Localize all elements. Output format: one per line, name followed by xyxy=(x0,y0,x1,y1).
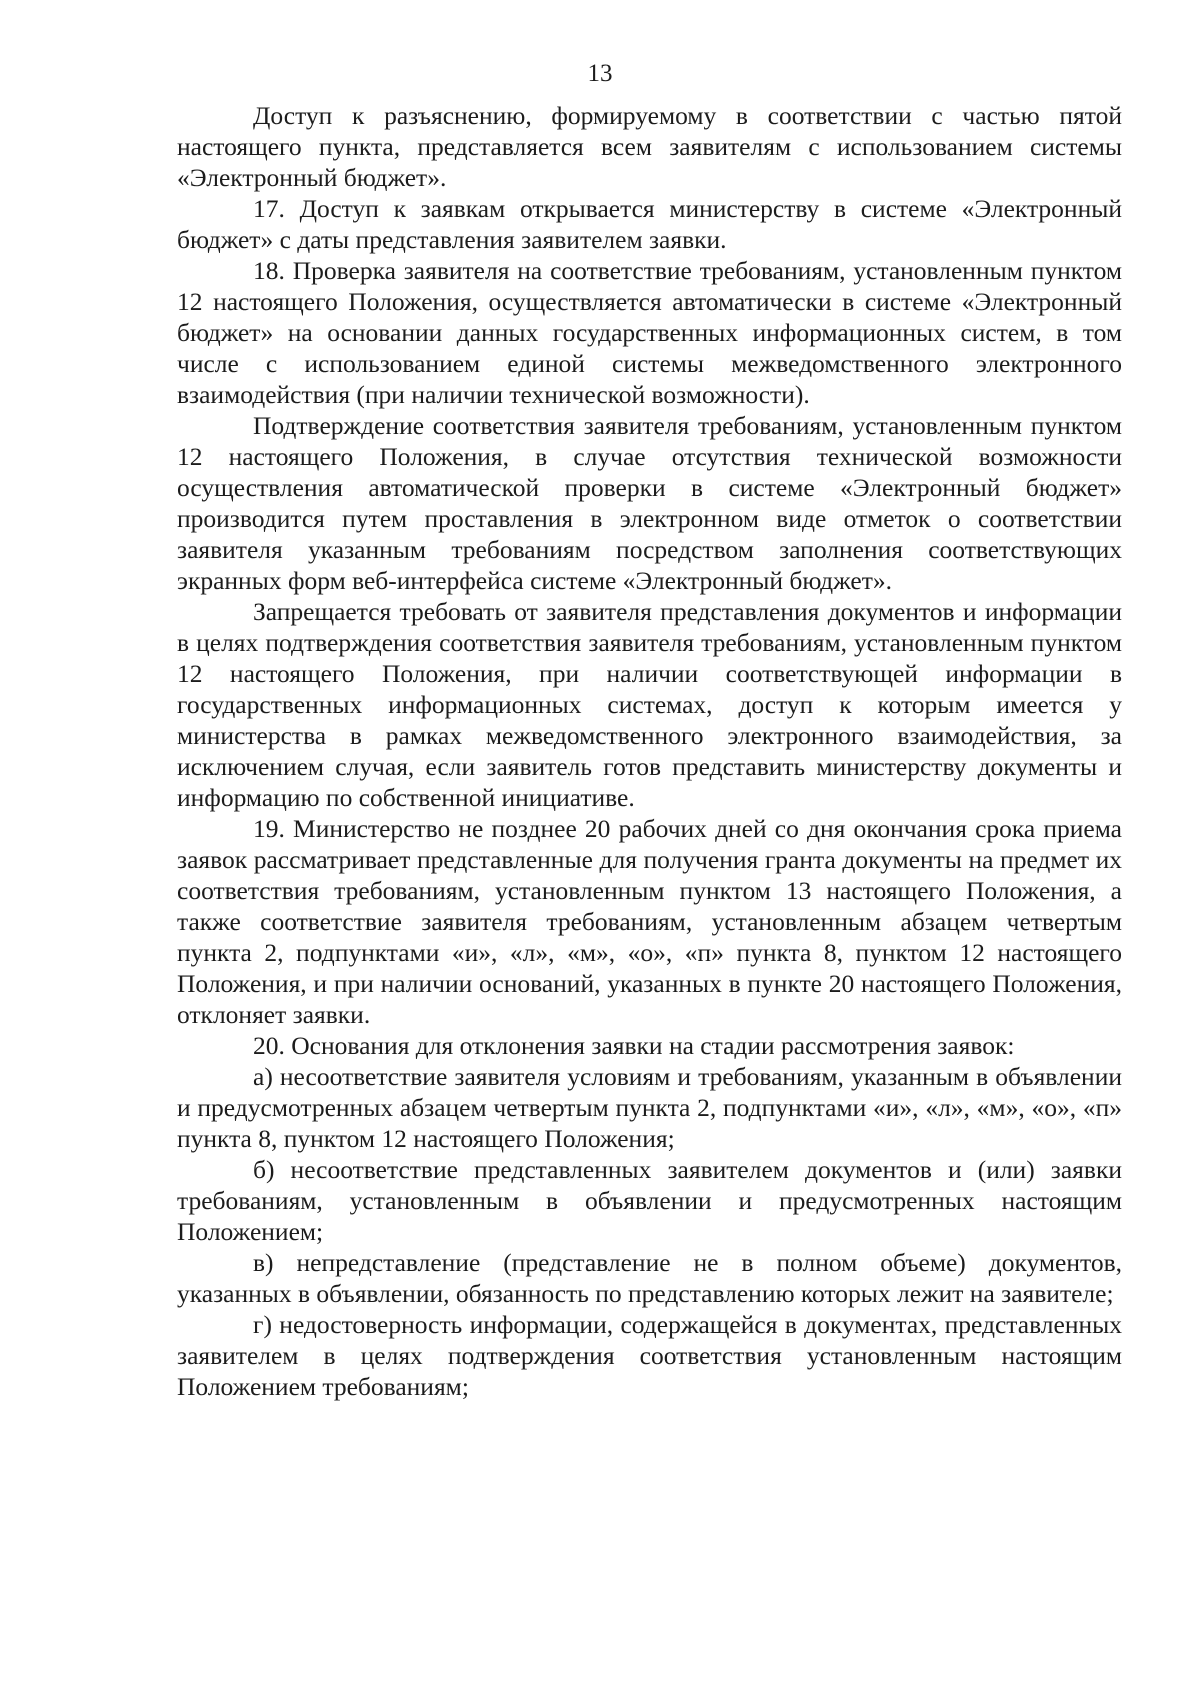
paragraph-18-confirmation: Подтверждение соответствия заявителя требованиям, установленным пунктом 12 настоящего Положения, в случае отсутствия технической возможности осуществления автоматической проверки в системе «Электронный бюджет» производится путем проставления в электронном виде отметок о соответствии заявителя указанным требованиям посредством заполнения соответствующих экранных форм веб-интерфейса системе «Электронный бюджет». xyxy=(177,411,1122,595)
paragraph-19: 19. Министерство не позднее 20 рабочих дней со дня окончания срока приема заявок рассматривает представленные для получения гранта документы на предмет их соответствия требованиям, установленным пунктом 13 настоящего Положения, а также соответствие заявителя требованиям, установленным абзацем четвертым пункта 2, подпунктами «и», «л», «м», «о», «п» пункта 8, пунктом 12 настоящего Положения, и при наличии оснований, указанных в пункте 20 настоящего Положения, отклоняет заявки. xyxy=(177,814,1122,1029)
paragraph-18-prohibition: Запрещается требовать от заявителя представления документов и информации в целях подтверждения соответствия заявителя требованиям, установленным пунктом 12 настоящего Положения, при наличии соответствующей информации в государственных информационных системах, доступ к которым имеется у министерства в рамках межведомственного электронного взаимодействия, за исключением случая, если заявитель готов представить министерству документы и информацию по собственной инициативе. xyxy=(177,597,1122,812)
paragraph-17: 17. Доступ к заявкам открывается министерству в системе «Электронный бюджет» с даты представления заявителем заявки. xyxy=(177,194,1122,254)
paragraph-18: 18. Проверка заявителя на соответствие требованиям, установленным пунктом 12 настоящего Положения, осуществляется автоматически в системе «Электронный бюджет» на основании данных государственных информационных систем, в том числе с использованием единой системы межведомственного электронного взаимодействия (при наличии технической возможности). xyxy=(177,256,1122,409)
page-number: 13 xyxy=(587,60,613,87)
paragraph-20: 20. Основания для отклонения заявки на стадии рассмотрения заявок: xyxy=(253,1031,1015,1060)
paragraph-20-item-b: б) несоответствие представленных заявителем документов и (или) заявки требованиям, установленным в объявлении и предусмотренных настоящим Положением; xyxy=(177,1155,1122,1246)
paragraph-20-item-v: в) непредставление (представление не в полном объеме) документов, указанных в объявлении, обязанность по представлению которых лежит на заявителе; xyxy=(177,1248,1122,1308)
document-body xyxy=(177,100,1122,1402)
paragraph-clarification-access: Доступ к разъяснению, формируемому в соответствии с частью пятой настоящего пункта, представляется всем заявителям с использованием системы «Электронный бюджет». xyxy=(177,101,1122,192)
paragraph-20-item-a: а) несоответствие заявителя условиям и требованиям, указанным в объявлении и предусмотренных абзацем четвертым пункта 2, подпунктами «и», «л», «м», «о», «п» пункта 8, пунктом 12 настоящего Положения; xyxy=(177,1062,1122,1153)
paragraph-20-item-g: г) недостоверность информации, содержащейся в документах, представленных заявителем в целях подтверждения соответствия установленным настоящим Положением требованиям; xyxy=(177,1310,1122,1401)
